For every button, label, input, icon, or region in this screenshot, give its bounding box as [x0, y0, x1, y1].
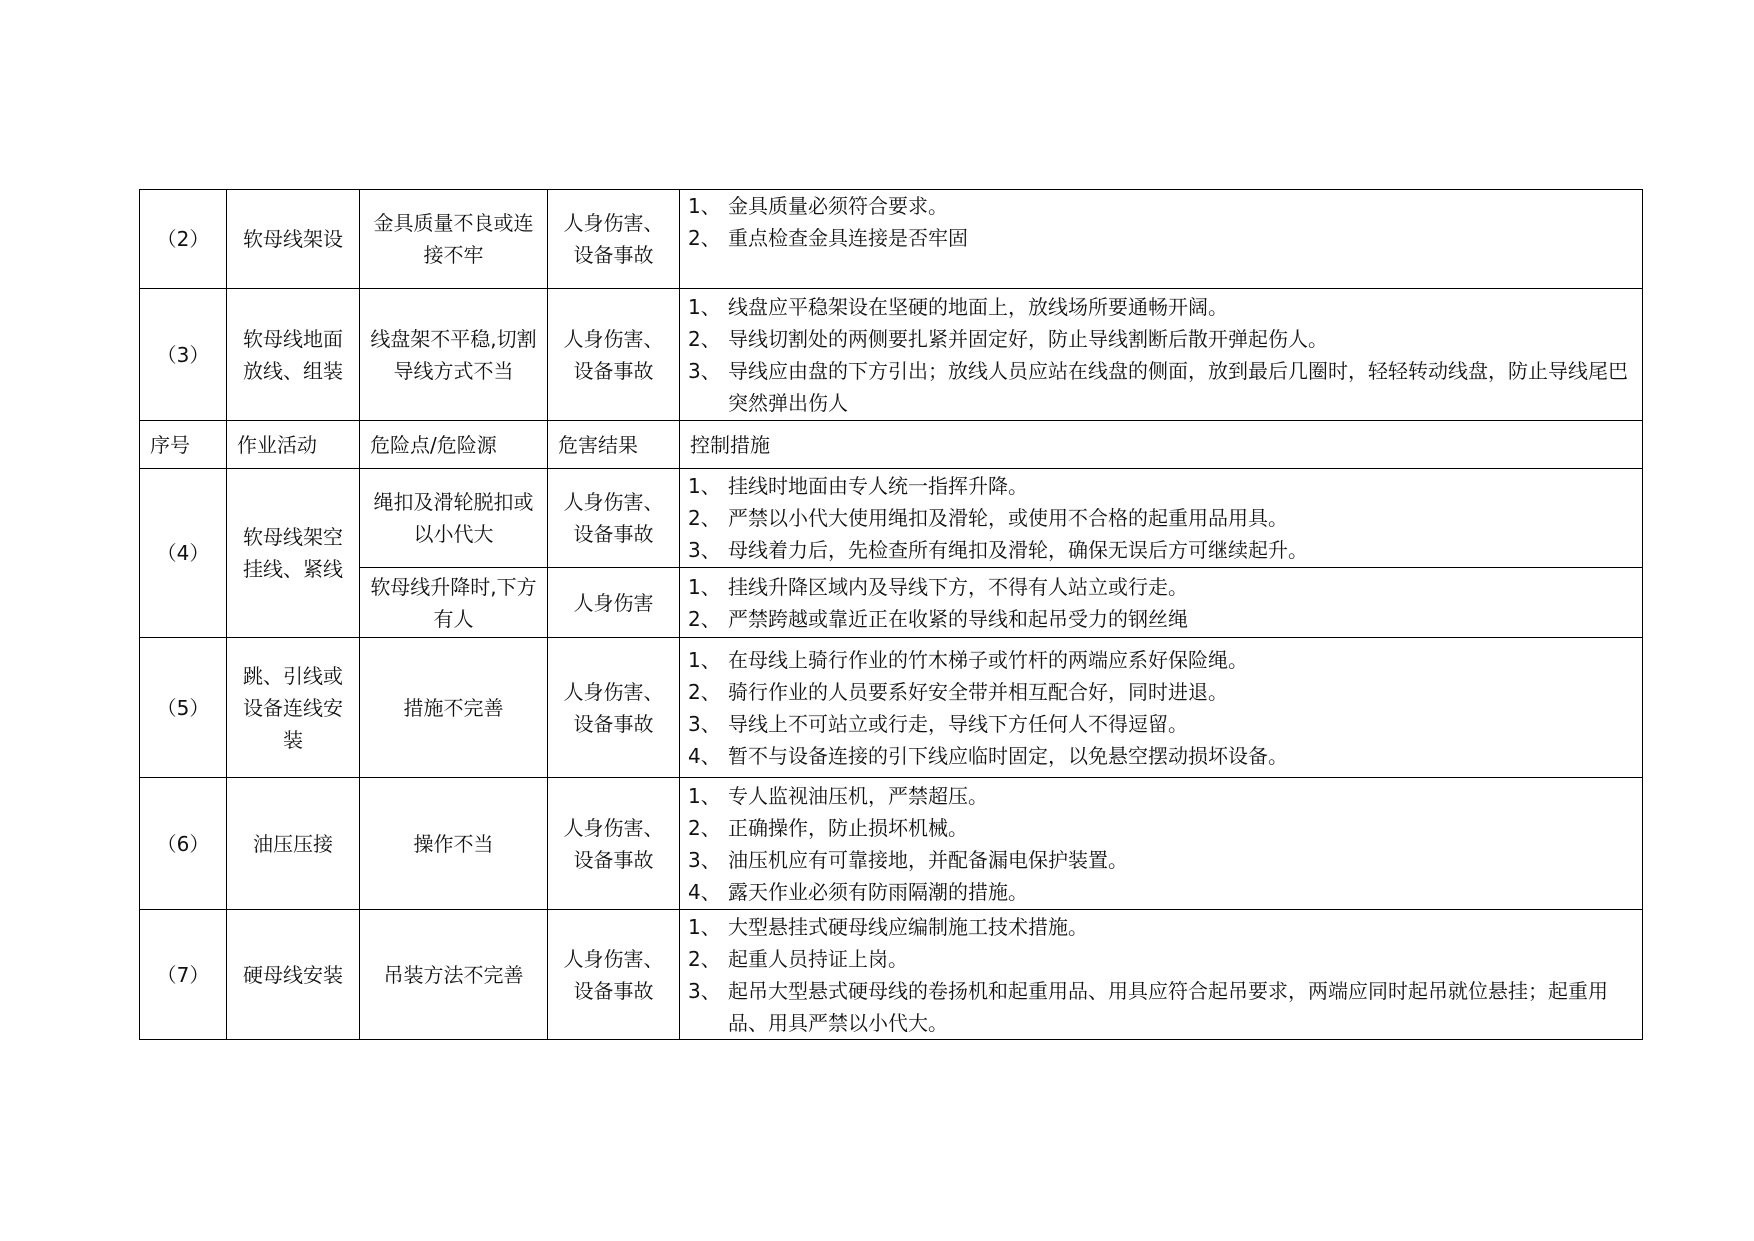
measure-item: 2、 重点检查金具连接是否牢固	[688, 226, 968, 250]
seq-cell: （7）	[140, 910, 227, 1040]
activity-cell: 软母线架空挂线、紧线	[227, 469, 360, 638]
measure-item: 1、 线盘应平稳架设在坚硬的地面上，放线场所要通畅开阔。	[688, 294, 1228, 319]
activity-cell: 软母线架设	[227, 190, 360, 289]
measure-item: 1、 大型悬挂式硬母线应编制施工技术措施。	[688, 914, 1088, 939]
measures-cell	[680, 638, 1643, 778]
hazard-cell: 线盘架不平稳,切割导线方式不当	[360, 289, 548, 421]
measure-item: 2、 正确操作，防止损坏机械。	[688, 815, 968, 840]
seq-cell: （5）	[140, 638, 227, 778]
table-row	[140, 638, 1643, 778]
hazard-cell: 操作不当	[360, 778, 548, 910]
seq-cell: （4）	[140, 469, 227, 638]
activity-cell: 软母线地面放线、组装	[227, 289, 360, 421]
measures-cell	[680, 778, 1643, 910]
measure-item: 4、 露天作业必须有防雨隔潮的措施。	[688, 879, 1028, 904]
table-row	[140, 469, 1643, 568]
header-consequence: 危害结果	[548, 421, 680, 469]
measure-item: 4、 暂不与设备连接的引下线应临时固定，以免悬空摆动损坏设备。	[688, 743, 1288, 768]
header-activity: 作业活动	[227, 421, 360, 469]
hazard-cell: 金具质量不良或连接不牢	[360, 190, 548, 289]
measure-item: 1、 专人监视油压机，严禁超压。	[688, 783, 988, 808]
measures-cell	[680, 190, 1643, 289]
measure-item: 3、 母线着力后，先检查所有绳扣及滑轮，确保无误后方可继续起升。	[688, 538, 1308, 562]
seq-cell: （6）	[140, 778, 227, 910]
measure-item: 1、 挂线升降区域内及导线下方，不得有人站立或行走。	[688, 574, 1188, 599]
seq-cell: （3）	[140, 289, 227, 421]
measures-cell	[680, 469, 1643, 568]
measure-item: 3、 起吊大型悬式硬母线的卷扬机和起重用品、用具应符合起吊要求，两端应同时起吊就位悬挂；起重用品、用具严禁以小代大。	[688, 978, 1608, 1035]
hazard-cell: 吊装方法不完善	[360, 910, 548, 1040]
header-measures: 控制措施	[680, 421, 1643, 469]
measure-item: 1、 金具质量必须符合要求。	[688, 194, 948, 218]
consequence-cell: 人身伤害、设备事故	[548, 190, 680, 289]
consequence-cell: 人身伤害、设备事故	[548, 778, 680, 910]
hazard-cell: 措施不完善	[360, 638, 548, 778]
table-header-row	[140, 421, 1643, 469]
measure-item: 3、 油压机应有可靠接地，并配备漏电保护装置。	[688, 847, 1128, 872]
table-row	[140, 910, 1643, 1040]
table-row	[140, 568, 1643, 638]
hazard-cell: 软母线升降时,下方有人	[360, 568, 548, 638]
measure-item: 2、 骑行作业的人员要系好安全带并相互配合好，同时进退。	[688, 679, 1228, 704]
consequence-cell: 人身伤害、设备事故	[548, 910, 680, 1040]
measure-item: 2、 严禁以小代大使用绳扣及滑轮，或使用不合格的起重用品用具。	[688, 506, 1288, 530]
measures-cell	[680, 289, 1643, 421]
table-row	[140, 289, 1643, 421]
header-seq: 序号	[140, 421, 227, 469]
consequence-cell: 人身伤害、设备事故	[548, 469, 680, 568]
measure-item: 2、 导线切割处的两侧要扎紧并固定好，防止导线割断后散开弹起伤人。	[688, 326, 1328, 351]
measure-item: 1、 挂线时地面由专人统一指挥升降。	[688, 474, 1028, 498]
hazard-cell: 绳扣及滑轮脱扣或以小代大	[360, 469, 548, 568]
table-row	[140, 778, 1643, 910]
consequence-cell: 人身伤害、设备事故	[548, 638, 680, 778]
measure-item: 2、 严禁跨越或靠近正在收紧的导线和起吊受力的钢丝绳	[688, 606, 1188, 631]
consequence-cell: 人身伤害	[548, 568, 680, 638]
measure-item: 2、 起重人员持证上岗。	[688, 946, 908, 971]
activity-cell: 硬母线安装	[227, 910, 360, 1040]
header-hazard: 危险点/危险源	[360, 421, 548, 469]
seq-cell: （2）	[140, 190, 227, 289]
consequence-cell: 人身伤害、设备事故	[548, 289, 680, 421]
activity-cell: 油压压接	[227, 778, 360, 910]
measure-item: 1、 在母线上骑行作业的竹木梯子或竹杆的两端应系好保险绳。	[688, 647, 1248, 672]
activity-cell: 跳、引线或设备连线安装	[227, 638, 360, 778]
measures-cell	[680, 568, 1643, 638]
risk-control-table	[139, 189, 1643, 1040]
measure-item: 3、 导线应由盘的下方引出；放线人员应站在线盘的侧面，放到最后几圈时，轻轻转动线盘，防止导线尾巴突然弹出伤人	[688, 358, 1628, 415]
measures-cell	[680, 910, 1643, 1040]
table-row	[140, 190, 1643, 289]
measure-item: 3、 导线上不可站立或行走，导线下方任何人不得逗留。	[688, 711, 1188, 736]
